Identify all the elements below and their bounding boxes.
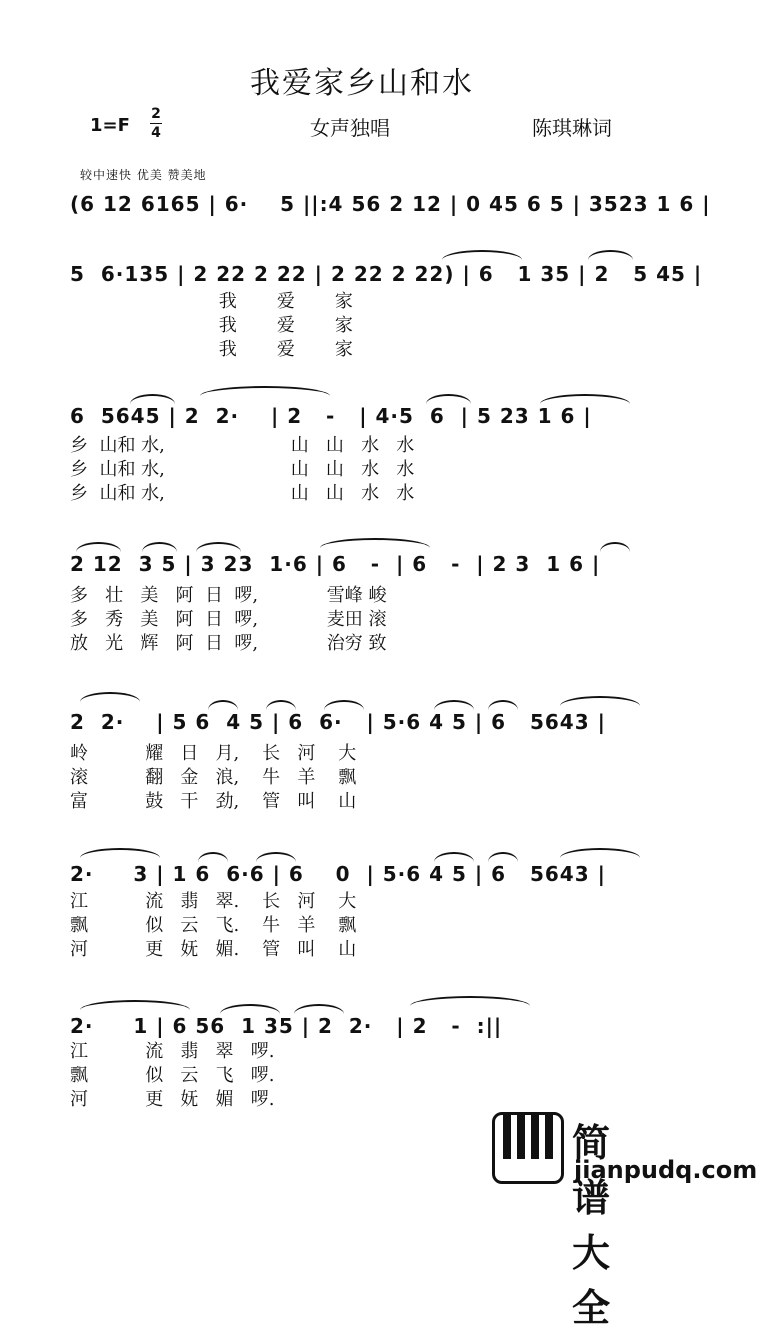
notation-row-4: 2 12 3 5 | 3 23 1·6 | 6 - | 6 - | 2 3 1 6 | xyxy=(70,552,601,576)
tie xyxy=(560,848,640,858)
notation-row-2: 5 6·135 | 2 22 2 22 | 2 22 2 22) | 6 1 35 | 2 5 45 | xyxy=(70,262,703,286)
key-signature: 1=F xyxy=(90,115,130,136)
song-title: 我爱家乡山和水 xyxy=(250,66,474,101)
lyrics-row-4-verse-3: 放 光 辉 阿 日 啰, 治穷 致 xyxy=(70,633,387,654)
lyrics-row-4-verse-1: 多 壮 美 阿 日 啰, 雪峰 峻 xyxy=(70,585,387,606)
slur xyxy=(488,852,518,862)
lyrics-row-7-verse-1: 江 流 翡 翠 啰. xyxy=(70,1041,275,1062)
notation-row-3: 6 5645 | 2 2· | 2 - | 4·5 6 | 5 23 1 6 | xyxy=(70,404,592,428)
lyrics-row-5-verse-2: 滚 翻 金 浪, 牛 羊 飘 xyxy=(70,767,357,788)
lyrics-row-6-verse-3: 河 更 妩 媚. 管 叫 山 xyxy=(70,939,357,960)
watermark-url: jianpudq.com xyxy=(574,1156,757,1184)
piano-keys-logo-icon xyxy=(492,1112,564,1184)
slur xyxy=(588,250,633,260)
tie xyxy=(200,386,330,396)
notation-row-6: 2· 3 | 1 6 6·6 | 6 0 | 5·6 4 5 | 6 5643 | xyxy=(70,862,606,886)
tie xyxy=(410,996,530,1006)
time-signature-bar xyxy=(150,123,162,124)
slur xyxy=(196,542,241,552)
lyrics-row-3-verse-1: 乡 山和 水, 山 山 水 水 xyxy=(70,435,415,456)
lyrics-row-7-verse-2: 飘 似 云 飞 啰. xyxy=(70,1065,275,1086)
tempo-marking: 较中速快 优美 赞美地 xyxy=(80,168,207,182)
slur xyxy=(256,852,296,862)
lyrics-row-4-verse-2: 多 秀 美 阿 日 啰, 麦田 滚 xyxy=(70,609,387,630)
lyricist-credit: 陈琪琳词 xyxy=(532,116,612,140)
slur xyxy=(488,700,518,710)
notation-row-7: 2· 1 | 6 56 1 35 | 2 2· | 2 - :|| xyxy=(70,1014,503,1038)
slur xyxy=(442,250,522,260)
slur xyxy=(76,542,121,552)
slur xyxy=(600,542,630,552)
slur xyxy=(220,1004,280,1014)
time-signature-top: 2 xyxy=(151,106,161,122)
notation-row-5: 2 2· | 5 6 4 5 | 6 6· | 5·6 4 5 | 6 5643 | xyxy=(70,710,606,734)
slur xyxy=(324,700,364,710)
lyrics-row-6-verse-1: 江 流 翡 翠. 长 河 大 xyxy=(70,891,357,912)
tie xyxy=(320,538,430,548)
slur xyxy=(142,542,177,552)
slur xyxy=(426,394,471,404)
time-signature-bottom: 4 xyxy=(151,125,161,141)
lyrics-row-2-verse-3: 我 爱 家 xyxy=(70,339,353,360)
tie xyxy=(80,1000,190,1010)
slur xyxy=(266,700,296,710)
genre-label: 女声独唱 xyxy=(310,116,390,140)
tie xyxy=(560,696,640,706)
lyrics-row-7-verse-3: 河 更 妩 媚 啰. xyxy=(70,1089,275,1110)
slur xyxy=(434,700,474,710)
slur xyxy=(208,700,238,710)
slur xyxy=(198,852,228,862)
tie xyxy=(80,692,140,702)
slur xyxy=(130,394,175,404)
time-signature xyxy=(150,106,162,141)
slur xyxy=(434,852,474,862)
notation-row-1: (6 12 6165 | 6· 5 ||:4 56 2 12 | 0 45 6 5 | 3523 1 6 | xyxy=(70,192,711,216)
lyrics-row-5-verse-1: 岭 耀 日 月, 长 河 大 xyxy=(70,743,357,764)
watermark-brand: 简谱大全 xyxy=(572,1121,613,1330)
lyrics-row-2-verse-1: 我 爱 家 xyxy=(70,291,353,312)
lyrics-row-3-verse-2: 乡 山和 水, 山 山 水 水 xyxy=(70,459,415,480)
tie xyxy=(80,848,160,858)
slur xyxy=(294,1004,344,1014)
lyrics-row-2-verse-2: 我 爱 家 xyxy=(70,315,353,336)
lyrics-row-3-verse-3: 乡 山和 水, 山 山 水 水 xyxy=(70,483,415,504)
lyrics-row-6-verse-2: 飘 似 云 飞. 牛 羊 飘 xyxy=(70,915,357,936)
lyrics-row-5-verse-3: 富 鼓 干 劲, 管 叫 山 xyxy=(70,791,357,812)
slur xyxy=(540,394,630,404)
